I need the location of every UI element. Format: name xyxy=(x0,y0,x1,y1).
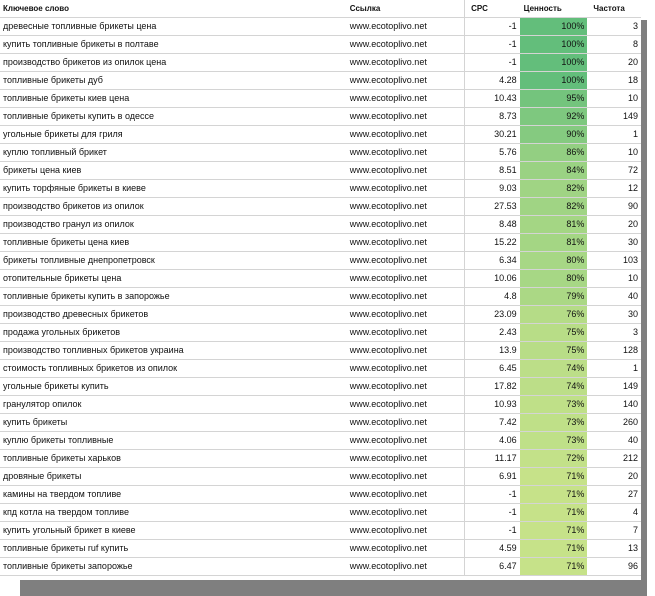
cpc-cell[interactable]: 7.42 xyxy=(465,414,520,432)
link-cell[interactable]: www.ecotoplivo.net xyxy=(347,288,465,306)
link-cell[interactable]: www.ecotoplivo.net xyxy=(347,324,465,342)
table-row xyxy=(0,360,641,378)
freq-cell[interactable]: 20 xyxy=(587,468,641,486)
link-cell[interactable]: www.ecotoplivo.net xyxy=(347,144,465,162)
keyword-cell[interactable]: дровяные брикеты xyxy=(0,468,347,486)
freq-cell[interactable]: 1 xyxy=(587,360,641,378)
table-row xyxy=(0,198,641,216)
table-row xyxy=(0,126,641,144)
cpc-cell[interactable]: 30.21 xyxy=(465,126,520,144)
freq-cell[interactable]: 3 xyxy=(587,18,641,36)
table-row xyxy=(0,18,641,36)
cpc-cell[interactable]: 4.28 xyxy=(465,72,520,90)
value-cell[interactable]: 80% xyxy=(520,252,588,270)
link-cell[interactable]: www.ecotoplivo.net xyxy=(347,450,465,468)
cpc-cell[interactable]: -1 xyxy=(465,504,520,522)
link-cell[interactable]: www.ecotoplivo.net xyxy=(347,540,465,558)
link-cell[interactable]: www.ecotoplivo.net xyxy=(347,54,465,72)
freq-cell[interactable]: 3 xyxy=(587,324,641,342)
keyword-cell[interactable]: стоимость топливных брикетов из опилок xyxy=(0,360,347,378)
keyword-cell[interactable]: брикеты топливные днепропетровск xyxy=(0,252,347,270)
value-cell[interactable]: 71% xyxy=(520,522,588,540)
link-cell[interactable]: www.ecotoplivo.net xyxy=(347,432,465,450)
header-link[interactable]: Ссылка xyxy=(347,0,465,18)
cpc-cell[interactable]: 6.34 xyxy=(465,252,520,270)
freq-cell[interactable]: 1 xyxy=(587,126,641,144)
cpc-cell[interactable]: -1 xyxy=(465,54,520,72)
cpc-cell[interactable]: -1 xyxy=(465,486,520,504)
freq-cell[interactable]: 10 xyxy=(587,270,641,288)
keyword-cell[interactable]: производство гранул из опилок xyxy=(0,216,347,234)
cpc-cell[interactable]: 27.53 xyxy=(465,198,520,216)
freq-cell[interactable]: 8 xyxy=(587,36,641,54)
keyword-cell[interactable]: камины на твердом топливе xyxy=(0,486,347,504)
keyword-cell[interactable]: куплю топливный брикет xyxy=(0,144,347,162)
table-row xyxy=(0,450,641,468)
table-row xyxy=(0,558,641,576)
keyword-cell[interactable]: купить топливные брикеты в полтаве xyxy=(0,36,347,54)
freq-cell[interactable]: 96 xyxy=(587,558,641,576)
value-cell[interactable]: 71% xyxy=(520,468,588,486)
value-cell[interactable]: 100% xyxy=(520,72,588,90)
cpc-cell[interactable]: 6.45 xyxy=(465,360,520,378)
link-cell[interactable]: www.ecotoplivo.net xyxy=(347,180,465,198)
freq-cell[interactable]: 7 xyxy=(587,522,641,540)
freq-cell[interactable]: 260 xyxy=(587,414,641,432)
link-cell[interactable]: www.ecotoplivo.net xyxy=(347,414,465,432)
cpc-cell[interactable]: 10.93 xyxy=(465,396,520,414)
freq-cell[interactable]: 4 xyxy=(587,504,641,522)
keyword-cell[interactable]: топливные брикеты купить в запорожье xyxy=(0,288,347,306)
cpc-cell[interactable]: 10.06 xyxy=(465,270,520,288)
cpc-cell[interactable]: 5.76 xyxy=(465,144,520,162)
freq-cell[interactable]: 10 xyxy=(587,144,641,162)
freq-cell[interactable]: 72 xyxy=(587,162,641,180)
freq-cell[interactable]: 149 xyxy=(587,378,641,396)
table-row xyxy=(0,144,641,162)
keyword-cell[interactable]: купить брикеты xyxy=(0,414,347,432)
cpc-cell[interactable]: 23.09 xyxy=(465,306,520,324)
link-cell[interactable]: www.ecotoplivo.net xyxy=(347,504,465,522)
value-cell[interactable]: 92% xyxy=(520,108,588,126)
link-cell[interactable]: www.ecotoplivo.net xyxy=(347,396,465,414)
value-cell[interactable]: 71% xyxy=(520,486,588,504)
value-cell[interactable]: 72% xyxy=(520,450,588,468)
cpc-cell[interactable]: 8.48 xyxy=(465,216,520,234)
cpc-cell[interactable]: 13.9 xyxy=(465,342,520,360)
table-row xyxy=(0,270,641,288)
keyword-cell[interactable]: топливные брикеты купить в одессе xyxy=(0,108,347,126)
freq-cell[interactable]: 13 xyxy=(587,540,641,558)
cpc-cell[interactable]: 17.82 xyxy=(465,378,520,396)
keyword-cell[interactable]: топливные брикеты харьков xyxy=(0,450,347,468)
freq-cell[interactable]: 10 xyxy=(587,90,641,108)
value-cell[interactable]: 74% xyxy=(520,378,588,396)
link-cell[interactable]: www.ecotoplivo.net xyxy=(347,216,465,234)
link-cell[interactable]: www.ecotoplivo.net xyxy=(347,252,465,270)
link-cell[interactable]: www.ecotoplivo.net xyxy=(347,126,465,144)
table-row xyxy=(0,180,641,198)
freq-cell[interactable]: 30 xyxy=(587,234,641,252)
keyword-cell[interactable]: купить угольный брикет в киеве xyxy=(0,522,347,540)
freq-cell[interactable]: 20 xyxy=(587,54,641,72)
table-row xyxy=(0,378,641,396)
value-cell[interactable]: 73% xyxy=(520,432,588,450)
link-cell[interactable]: www.ecotoplivo.net xyxy=(347,36,465,54)
value-cell[interactable]: 74% xyxy=(520,360,588,378)
cpc-cell[interactable]: 6.91 xyxy=(465,468,520,486)
value-cell[interactable]: 71% xyxy=(520,558,588,576)
value-cell[interactable]: 73% xyxy=(520,396,588,414)
link-cell[interactable]: www.ecotoplivo.net xyxy=(347,378,465,396)
link-cell[interactable]: www.ecotoplivo.net xyxy=(347,18,465,36)
value-cell[interactable]: 71% xyxy=(520,540,588,558)
table-row xyxy=(0,396,641,414)
link-cell[interactable]: www.ecotoplivo.net xyxy=(347,270,465,288)
cpc-cell[interactable]: -1 xyxy=(465,36,520,54)
keyword-cell[interactable]: отопительные брикеты цена xyxy=(0,270,347,288)
link-cell[interactable]: www.ecotoplivo.net xyxy=(347,198,465,216)
keyword-cell[interactable]: топливные брикеты цена киев xyxy=(0,234,347,252)
value-cell[interactable]: 95% xyxy=(520,90,588,108)
table-row xyxy=(0,90,641,108)
freq-cell[interactable]: 140 xyxy=(587,396,641,414)
keyword-cell[interactable]: брикеты цена киев xyxy=(0,162,347,180)
freq-cell[interactable]: 40 xyxy=(587,432,641,450)
value-cell[interactable]: 84% xyxy=(520,162,588,180)
cpc-cell[interactable]: 11.17 xyxy=(465,450,520,468)
value-cell[interactable]: 80% xyxy=(520,270,588,288)
table-row xyxy=(0,306,641,324)
cpc-cell[interactable]: 4.06 xyxy=(465,432,520,450)
table-row xyxy=(0,504,641,522)
keyword-cell[interactable]: гранулятор опилок xyxy=(0,396,347,414)
table-row xyxy=(0,252,641,270)
freq-cell[interactable]: 30 xyxy=(587,306,641,324)
header-row xyxy=(0,0,641,18)
cpc-cell[interactable]: 8.51 xyxy=(465,162,520,180)
cpc-cell[interactable]: 2.43 xyxy=(465,324,520,342)
value-cell[interactable]: 82% xyxy=(520,180,588,198)
keyword-cell[interactable]: древесные топливные брикеты цена xyxy=(0,18,347,36)
freq-cell[interactable]: 12 xyxy=(587,180,641,198)
freq-cell[interactable]: 149 xyxy=(587,108,641,126)
table-row xyxy=(0,342,641,360)
cpc-cell[interactable]: 10.43 xyxy=(465,90,520,108)
value-cell[interactable]: 75% xyxy=(520,324,588,342)
keyword-cell[interactable]: топливные брикеты дуб xyxy=(0,72,347,90)
link-cell[interactable]: www.ecotoplivo.net xyxy=(347,108,465,126)
freq-cell[interactable]: 128 xyxy=(587,342,641,360)
keyword-cell[interactable]: топливные брикеты киев цена xyxy=(0,90,347,108)
cpc-cell[interactable]: 15.22 xyxy=(465,234,520,252)
link-cell[interactable]: www.ecotoplivo.net xyxy=(347,162,465,180)
link-cell[interactable]: www.ecotoplivo.net xyxy=(347,90,465,108)
freq-cell[interactable]: 40 xyxy=(587,288,641,306)
table-row xyxy=(0,162,641,180)
freq-cell[interactable]: 27 xyxy=(587,486,641,504)
table-row xyxy=(0,288,641,306)
cpc-cell[interactable]: 8.73 xyxy=(465,108,520,126)
table-row xyxy=(0,36,641,54)
table-row xyxy=(0,216,641,234)
keyword-cell[interactable]: производство древесных брикетов xyxy=(0,306,347,324)
freq-cell[interactable]: 18 xyxy=(587,72,641,90)
keyword-cell[interactable]: производство брикетов из опилок xyxy=(0,198,347,216)
keyword-cell[interactable]: купить торфяные брикеты в киеве xyxy=(0,180,347,198)
value-cell[interactable]: 81% xyxy=(520,234,588,252)
table-row xyxy=(0,522,641,540)
keyword-cell[interactable]: угольные брикеты купить xyxy=(0,378,347,396)
freq-cell[interactable]: 103 xyxy=(587,252,641,270)
link-cell[interactable]: www.ecotoplivo.net xyxy=(347,360,465,378)
keyword-cell[interactable]: производство брикетов из опилок цена xyxy=(0,54,347,72)
table-row xyxy=(0,432,641,450)
cpc-cell[interactable]: -1 xyxy=(465,522,520,540)
value-cell[interactable]: 90% xyxy=(520,126,588,144)
freq-cell[interactable]: 90 xyxy=(587,198,641,216)
link-cell[interactable]: www.ecotoplivo.net xyxy=(347,486,465,504)
table-row xyxy=(0,324,641,342)
cpc-cell[interactable]: -1 xyxy=(465,18,520,36)
value-cell[interactable]: 81% xyxy=(520,216,588,234)
link-cell[interactable]: www.ecotoplivo.net xyxy=(347,72,465,90)
table-row xyxy=(0,72,641,90)
value-cell[interactable]: 100% xyxy=(520,36,588,54)
keyword-cell[interactable]: угольные брикеты для гриля xyxy=(0,126,347,144)
link-cell[interactable]: www.ecotoplivo.net xyxy=(347,558,465,576)
table-row xyxy=(0,414,641,432)
cpc-cell[interactable]: 4.59 xyxy=(465,540,520,558)
keyword-cell[interactable]: топливные брикеты запорожье xyxy=(0,558,347,576)
keyword-cell[interactable]: куплю брикеты топливные xyxy=(0,432,347,450)
table-row xyxy=(0,54,641,72)
header-keyword[interactable]: Ключевое слово xyxy=(0,0,347,18)
keyword-cell[interactable]: продажа угольных брикетов xyxy=(0,324,347,342)
value-cell[interactable]: 76% xyxy=(520,306,588,324)
value-cell[interactable]: 86% xyxy=(520,144,588,162)
link-cell[interactable]: www.ecotoplivo.net xyxy=(347,234,465,252)
value-cell[interactable]: 100% xyxy=(520,18,588,36)
table-row xyxy=(0,486,641,504)
table-row xyxy=(0,468,641,486)
table-row xyxy=(0,234,641,252)
keyword-cell[interactable]: кпд котла на твердом топливе xyxy=(0,504,347,522)
value-cell[interactable]: 79% xyxy=(520,288,588,306)
freq-cell[interactable]: 212 xyxy=(587,450,641,468)
value-cell[interactable]: 100% xyxy=(520,54,588,72)
cpc-cell[interactable]: 6.47 xyxy=(465,558,520,576)
keyword-cell[interactable]: производство топливных брикетов украина xyxy=(0,342,347,360)
table-row xyxy=(0,540,641,558)
link-cell[interactable]: www.ecotoplivo.net xyxy=(347,342,465,360)
header-freq[interactable]: Частота xyxy=(587,0,641,18)
cpc-cell[interactable]: 4.8 xyxy=(465,288,520,306)
freq-cell[interactable]: 20 xyxy=(587,216,641,234)
value-cell[interactable]: 73% xyxy=(520,414,588,432)
keyword-cell[interactable]: топливные брикеты ruf купить xyxy=(0,540,347,558)
header-cpc[interactable]: CPC xyxy=(465,0,520,18)
link-cell[interactable]: www.ecotoplivo.net xyxy=(347,306,465,324)
value-cell[interactable]: 75% xyxy=(520,342,588,360)
header-value[interactable]: Ценность xyxy=(520,0,588,18)
link-cell[interactable]: www.ecotoplivo.net xyxy=(347,522,465,540)
link-cell[interactable]: www.ecotoplivo.net xyxy=(347,468,465,486)
value-cell[interactable]: 71% xyxy=(520,504,588,522)
cpc-cell[interactable]: 9.03 xyxy=(465,180,520,198)
table-row xyxy=(0,108,641,126)
value-cell[interactable]: 82% xyxy=(520,198,588,216)
